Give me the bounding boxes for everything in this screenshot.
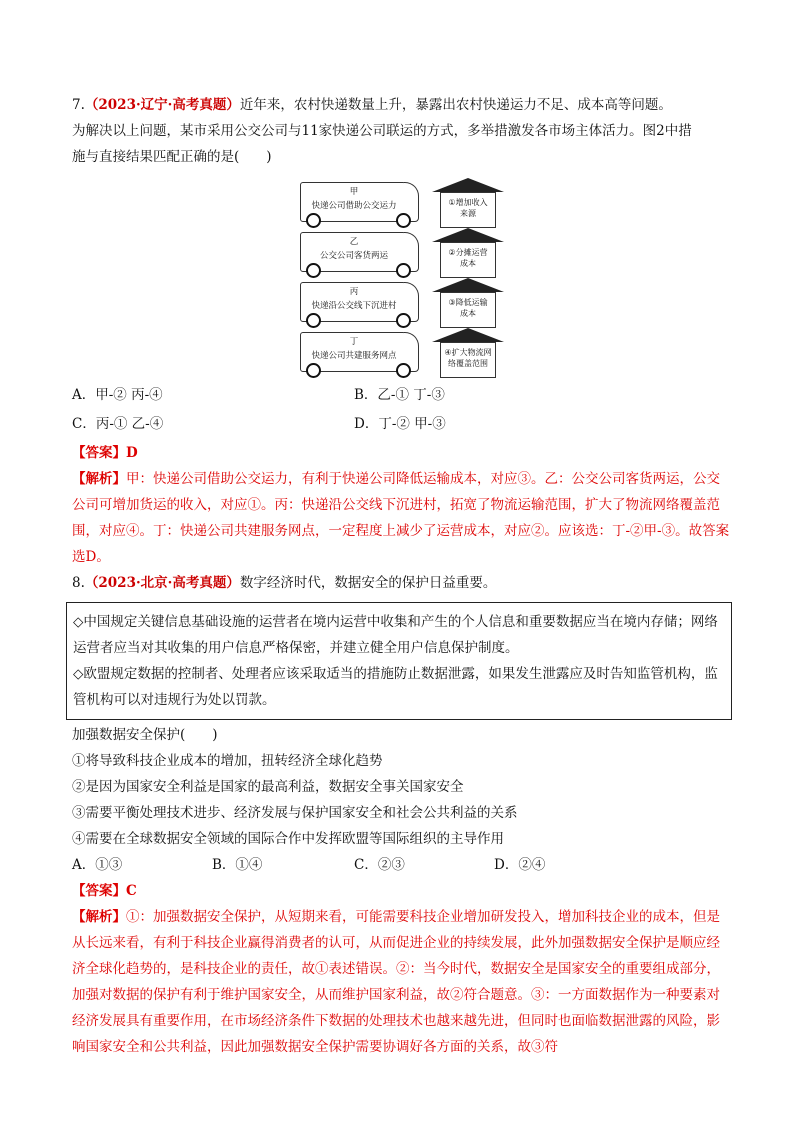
q7-answer-value: D: [126, 445, 138, 461]
q7-stem-line3: 施与直接结果匹配正确的是( ): [72, 149, 272, 165]
wheel-icon: [306, 263, 321, 278]
q8-answer-label: 【答案】: [72, 883, 126, 899]
q8-number: 8.: [72, 575, 85, 591]
wheel-icon: [396, 213, 411, 228]
document-page: [72, 92, 732, 1060]
q8-question: 加强数据安全保护( ): [72, 727, 218, 743]
house-icon: [432, 328, 504, 378]
house-roof: [432, 178, 504, 192]
truck-label: 乙: [349, 237, 359, 247]
q7-analysis-text: 甲：快递公司借助公交运力，有利于快递公司降低运输成本，对应③。乙：公交公司客货两运，公交公司可增加货运的收入，对应①。丙：快递沿公交线下沉进村，拓宽了物流运输范围，扩大了物流网络覆盖范围，对应④。丁：快递公司共建服务网点，一定程度上减少了运营成本，对应②。应该选：丁-②甲-③。故答案选D。: [72, 471, 730, 565]
truck-label: 甲: [349, 187, 359, 197]
house-body: [440, 292, 496, 328]
result-line1: ④扩大物流网: [444, 348, 492, 357]
q7-analysis: [72, 466, 732, 570]
truck-measure: 快递公司共建服务网点: [311, 351, 397, 361]
house-icon: [432, 178, 504, 228]
q8-item-3: ③需要平衡处理技术进步、经济发展与保护国家安全和社会公共利益的关系: [72, 805, 518, 821]
wheel-icon: [396, 363, 411, 378]
q7-figure: [72, 178, 732, 378]
q8-option-d[interactable]: D．②④: [494, 857, 546, 873]
result-line2: 成本: [460, 309, 476, 318]
q7-stem-part1: 近年来，农村快递数量上升，暴露出农村快递运力不足、成本高等问题。: [239, 97, 672, 113]
truck-label: 丁: [349, 337, 359, 347]
q8-option-c[interactable]: C．②③: [354, 857, 405, 873]
q7-option-b[interactable]: B．乙-① 丁-③: [354, 387, 445, 403]
result-line1: ②分摊运营: [448, 248, 488, 257]
truck-measure: 公交公司客货两运: [319, 251, 388, 261]
result-line2: 络覆盖范围: [448, 359, 488, 368]
truck-label: 丙: [349, 287, 359, 297]
house-roof: [432, 228, 504, 242]
truck-measure: 快递沿公交线下沉进村: [311, 301, 397, 311]
house-roof: [432, 328, 504, 342]
figure-row-1: [300, 182, 600, 228]
q8-stem-text: 数字经济时代，数据安全的保护日益重要。: [239, 575, 497, 591]
result-line1: ①增加收入: [448, 198, 488, 207]
q7-analysis-label: 【解析】: [72, 471, 126, 487]
figure-row-3: [300, 282, 600, 328]
q8-material-china: ◇中国规定关键信息基础设施的运营者在境内运营中收集和产生的个人信息和重要数据应当在境内存储；网络运营者应当对其收集的用户信息严格保密，并建立健全用户信息保护制度。: [73, 614, 718, 656]
q7-stem-line2: 为解决以上问题，某市采用公交公司与11家快递公司联运的方式，多举措激发各市场主体活力。图2中措: [72, 123, 692, 139]
house-icon: [432, 228, 504, 278]
q8-stem: [72, 570, 732, 596]
q8-analysis-text: ①：加强数据安全保护，从短期来看，可能需要科技企业增加研发投入，增加科技企业的成本，但是从长远来看，有利于科技企业赢得消费者的认可，从而促进企业的持续发展，此外加强数据安全保护是顺应经济全球化趋势的，是科技企业的责任，故①表述错误。②：当今时代，数据安全是国家安全的重要组成部分，加强对数据的保护有利于维护国家安全，从而维护国家利益，故②符合题意。③：一方面数据作为一种要素对经济发展具有重要作用，在市场经济条件下数据的处理技术也越来越先进，但同时也面临数据泄露的风险，影响国家安全和公共利益，因此加强数据安全保护需要协调好各方面的关系，故③符: [72, 909, 720, 1055]
wheel-icon: [396, 313, 411, 328]
house-body: [440, 242, 496, 278]
result-line1: ③降低运输: [448, 298, 488, 307]
q8-option-b[interactable]: B．①④: [212, 857, 263, 873]
q8-options: [72, 852, 732, 878]
q7-option-a[interactable]: A．甲-② 丙-④: [72, 387, 163, 403]
wheel-icon: [306, 363, 321, 378]
q8-material-eu: ◇欧盟规定数据的控制者、处理者应该采取适当的措施防止数据泄露，如果发生泄露应及时告知监管机构，监管机构可以对违规行为处以罚款。: [73, 666, 718, 708]
q7-answer-label: 【答案】: [72, 445, 126, 461]
q8-option-a[interactable]: A．①③: [72, 857, 123, 873]
q7-source: （2023·辽宁·高考真题）: [84, 97, 240, 113]
q8-item-1: ①将导致科技企业成本的增加，扭转经济全球化趋势: [72, 753, 383, 769]
q7-answer: [72, 440, 732, 466]
q8-item-2: ②是因为国家安全利益是国家的最高利益，数据安全事关国家安全: [72, 779, 464, 795]
q8-source: （2023·北京·高考真题）: [84, 575, 240, 591]
q8-analysis: [72, 904, 732, 1060]
q8-item-4: ④需要在全球数据安全领域的国际合作中发挥欧盟等国际组织的主导作用: [72, 831, 504, 847]
q8-material-box: [66, 602, 732, 720]
q7-options: [72, 382, 732, 440]
house-roof: [432, 278, 504, 292]
result-line2: 成本: [460, 259, 476, 268]
figure-row-2: [300, 232, 600, 278]
result-line2: 来源: [460, 209, 476, 218]
wheel-icon: [396, 263, 411, 278]
house-body: [440, 192, 496, 228]
figure-row-4: [300, 332, 600, 378]
q7-option-d[interactable]: D．丁-② 甲-③: [354, 416, 446, 432]
q7-option-c[interactable]: C．丙-① 乙-④: [72, 416, 164, 432]
house-icon: [432, 278, 504, 328]
wheel-icon: [306, 313, 321, 328]
q8-answer: [72, 878, 732, 904]
q8-answer-value: C: [126, 883, 137, 899]
wheel-icon: [306, 213, 321, 228]
q7-number: 7.: [72, 97, 85, 113]
q8-analysis-label: 【解析】: [72, 909, 126, 925]
truck-measure: 快递公司借助公交运力: [311, 201, 397, 211]
q7-stem: [72, 92, 732, 118]
house-body: [440, 342, 496, 378]
